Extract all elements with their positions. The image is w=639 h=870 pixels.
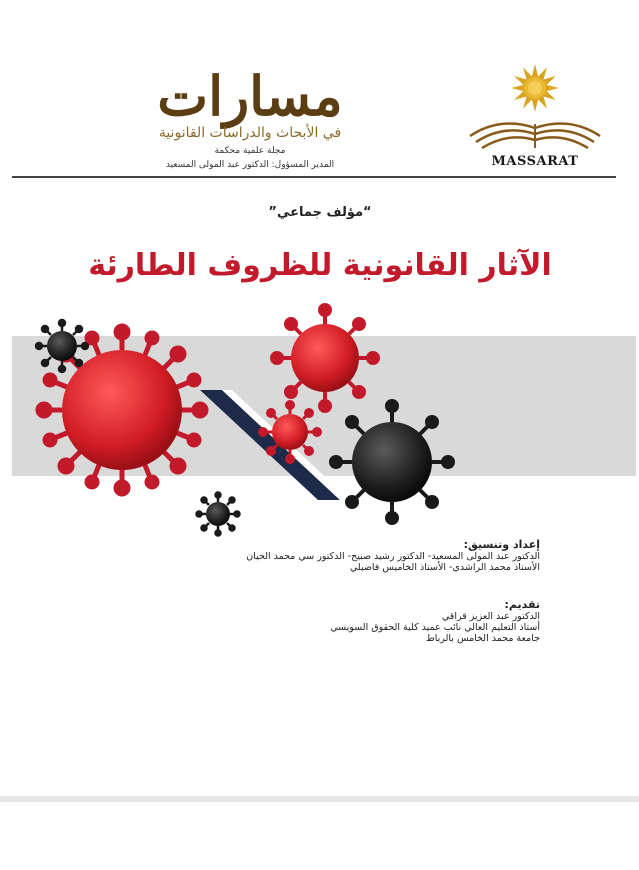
- foreword-line-1: الدكتور عبد العزيز قراقي: [441, 611, 540, 622]
- journal-director: المدير المسؤول: الدكتور عبد المولى المسعيد: [165, 160, 335, 170]
- virus-small-red: [260, 402, 321, 463]
- bottom-edge: [0, 796, 639, 802]
- massarat-logo: [460, 62, 610, 174]
- header-divider: [12, 176, 616, 178]
- virus-medium-red: [272, 305, 378, 411]
- foreword-label: تقديم:: [504, 598, 540, 611]
- preparation-line-1: الدكتور عبد المولى المسعيد- الدكتور رشيد صبيح- الدكتور سي محمد الحيان: [246, 551, 540, 562]
- virus-small-black-bottom: [197, 493, 240, 536]
- sun-book-icon: [460, 62, 610, 154]
- virus-small-black-top: [36, 320, 88, 372]
- preparation-line-2: الأستاذ محمد الراشدي- الأستاذ الخاميس فاضيلي: [349, 562, 540, 573]
- foreword-line-3: جامعة محمد الخامس بالرباط: [425, 633, 540, 644]
- collective-work-label: “مؤلف جماعي”: [268, 205, 372, 220]
- preparation-section: [60, 538, 540, 573]
- journal-subtitle: في الأبحاث والدراسات القانونية: [158, 125, 342, 141]
- foreword-line-2: أستاذ التعليم العالي نائب عميد كلية الحقوق السويسي: [330, 622, 540, 633]
- journal-title: مسارات: [157, 64, 343, 128]
- logo-text: MASSARAT: [491, 154, 579, 169]
- virus-large-black: [331, 401, 453, 523]
- journal-description: مجلة علمية محكمة: [214, 146, 286, 156]
- preparation-label: إعداد وتنسيق:: [463, 538, 540, 551]
- book-title: الآثار القانونية للظروف الطارئة: [88, 248, 552, 283]
- top-margin: [0, 0, 639, 58]
- virus-illustration: [0, 300, 639, 540]
- foreword-section: [60, 598, 540, 644]
